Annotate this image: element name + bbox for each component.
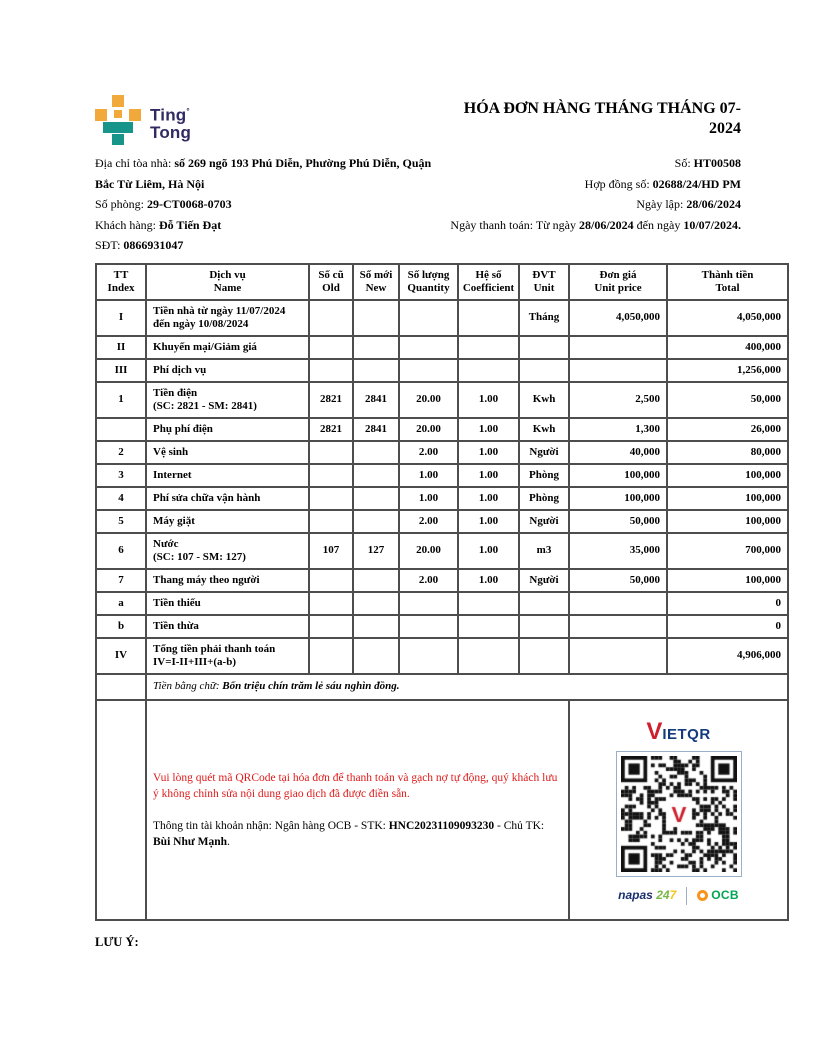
table-cell: 100,000 <box>569 487 667 510</box>
table-cell <box>569 336 667 359</box>
info-row <box>95 215 787 236</box>
invoice-header <box>95 95 787 147</box>
table-cell: 4,050,000 <box>569 300 667 336</box>
table-cell: 1,300 <box>569 418 667 441</box>
amount-in-words-row <box>96 674 788 700</box>
table-cell: Thang máy theo người <box>146 569 309 592</box>
table-cell: 2.00 <box>399 510 458 533</box>
brand-reg-mark: ° <box>186 107 190 116</box>
table-cell <box>519 336 569 359</box>
table-cell <box>569 592 667 615</box>
table-cell: 50,000 <box>569 569 667 592</box>
ocb-logo-icon <box>697 890 708 901</box>
table-cell <box>353 638 399 674</box>
col-header-old: Số cũ Old <box>309 264 353 300</box>
table-cell: 5 <box>96 510 146 533</box>
table-cell <box>519 638 569 674</box>
table-cell: 2.00 <box>399 569 458 592</box>
table-cell <box>309 592 353 615</box>
table-cell: 1.00 <box>458 418 519 441</box>
table-cell <box>353 487 399 510</box>
table-cell <box>353 592 399 615</box>
table-cell <box>353 359 399 382</box>
table-cell: 1.00 <box>458 510 519 533</box>
table-cell: a <box>96 592 146 615</box>
table-cell: 107 <box>309 533 353 569</box>
table-cell: 127 <box>353 533 399 569</box>
table-cell <box>569 638 667 674</box>
table-cell: 2 <box>96 441 146 464</box>
table-cell: 100,000 <box>667 464 788 487</box>
table-cell <box>309 300 353 336</box>
table-cell: Internet <box>146 464 309 487</box>
table-cell: Phụ phí điện <box>146 418 309 441</box>
table-cell: Người <box>519 441 569 464</box>
table-cell: IV <box>96 638 146 674</box>
table-cell: 50,000 <box>667 382 788 418</box>
table-cell <box>353 336 399 359</box>
table-cell: 40,000 <box>569 441 667 464</box>
brand-name-line2: Tong <box>150 122 192 142</box>
table-cell <box>399 615 458 638</box>
table-cell: 26,000 <box>667 418 788 441</box>
invoice-table <box>95 263 789 921</box>
col-header-unit: ĐVT Unit <box>519 264 569 300</box>
table-cell: m3 <box>519 533 569 569</box>
table-cell: 2821 <box>309 382 353 418</box>
table-row <box>96 336 788 359</box>
table-cell: Phí sửa chữa vận hành <box>146 487 309 510</box>
table-cell <box>353 464 399 487</box>
napas-247-logo: napas 247 <box>618 888 677 902</box>
qr-section <box>569 700 788 920</box>
table-cell: Kwh <box>519 382 569 418</box>
table-cell: 50,000 <box>569 510 667 533</box>
table-cell <box>309 569 353 592</box>
table-cell: Nước (SC: 107 - SM: 127) <box>146 533 309 569</box>
table-cell <box>353 441 399 464</box>
issue-date: Ngày lập: 28/06/2024 <box>636 197 741 211</box>
table-cell: 1,256,000 <box>667 359 788 382</box>
table-cell <box>309 464 353 487</box>
table-cell <box>399 359 458 382</box>
table-cell <box>458 592 519 615</box>
contract-number: Hợp đồng số: 02688/24/HD PM <box>584 176 741 191</box>
table-cell: 400,000 <box>667 336 788 359</box>
room-number: Số phòng: 29-CT0068-0703 <box>95 197 232 211</box>
table-row <box>96 569 788 592</box>
table-cell <box>519 592 569 615</box>
account-holder: Bùi Như Mạnh <box>153 835 228 848</box>
table-cell: 2841 <box>353 418 399 441</box>
table-cell: 1.00 <box>458 533 519 569</box>
vietqr-logo: VIETQR <box>646 717 711 745</box>
invoice-table-header <box>96 264 788 300</box>
table-cell: 0 <box>667 592 788 615</box>
page-title <box>464 95 787 139</box>
table-row <box>96 359 788 382</box>
info-row <box>95 153 787 174</box>
table-cell: Máy giặt <box>146 510 309 533</box>
info-row <box>95 235 787 256</box>
tingtong-logo-icon <box>95 95 141 145</box>
table-cell <box>353 615 399 638</box>
table-cell: 1.00 <box>458 487 519 510</box>
table-cell <box>399 300 458 336</box>
page-title-line1: HÓA ĐƠN HÀNG THÁNG THÁNG 07- <box>463 100 741 117</box>
table-cell: 1.00 <box>458 464 519 487</box>
table-cell <box>458 359 519 382</box>
table-cell <box>309 359 353 382</box>
table-cell: 2.00 <box>399 441 458 464</box>
table-cell: Tiền nhà từ ngày 11/07/2024 đến ngày 10/08/2024 <box>146 300 309 336</box>
logo-square-teal-bottom <box>112 134 124 145</box>
table-row <box>96 592 788 615</box>
table-cell: 700,000 <box>667 533 788 569</box>
table-row <box>96 382 788 418</box>
account-number: HNC20231109093230 <box>388 819 495 832</box>
table-cell <box>309 638 353 674</box>
table-cell: 1.00 <box>399 487 458 510</box>
col-header-quantity: Số lượng Quantity <box>399 264 458 300</box>
table-cell <box>458 638 519 674</box>
table-cell <box>458 615 519 638</box>
table-cell <box>309 441 353 464</box>
table-cell: 1 <box>96 382 146 418</box>
table-cell <box>309 487 353 510</box>
footer-note: LƯU Ý: <box>95 934 139 949</box>
table-cell <box>353 510 399 533</box>
empty-cell <box>96 700 146 920</box>
logo-bar-teal <box>103 122 133 133</box>
table-cell: 3 <box>96 464 146 487</box>
col-header-unit-price: Đơn giá Unit price <box>569 264 667 300</box>
table-cell: 2821 <box>309 418 353 441</box>
table-cell <box>353 300 399 336</box>
table-cell: Kwh <box>519 418 569 441</box>
brand-name-line1: Ting <box>150 105 187 125</box>
table-cell: 4,050,000 <box>667 300 788 336</box>
table-cell: b <box>96 615 146 638</box>
table-header-row <box>96 264 788 300</box>
customer-phone: SĐT: 0866931047 <box>95 238 184 252</box>
table-cell <box>519 615 569 638</box>
table-cell: 1.00 <box>458 441 519 464</box>
payment-network-logos <box>576 887 781 905</box>
logo-square-yellow-top <box>112 95 124 107</box>
table-cell: Tiền thừa <box>146 615 309 638</box>
table-cell <box>399 638 458 674</box>
table-cell <box>309 510 353 533</box>
table-row <box>96 638 788 674</box>
table-row <box>96 418 788 441</box>
building-address-line2: Bắc Từ Liêm, Hà Nội <box>95 176 205 191</box>
table-cell: III <box>96 359 146 382</box>
tingtong-logo-text <box>150 95 191 141</box>
table-cell <box>96 418 146 441</box>
logo-square-yellow-left <box>95 109 107 121</box>
table-cell: 4,906,000 <box>667 638 788 674</box>
table-cell: 20.00 <box>399 418 458 441</box>
table-cell: I <box>96 300 146 336</box>
table-cell: Tổng tiền phải thanh toán IV=I-II+III+(a-b) <box>146 638 309 674</box>
invoice-table-body <box>96 300 788 674</box>
payment-row <box>96 700 788 920</box>
table-cell: 2841 <box>353 382 399 418</box>
table-cell: Người <box>519 510 569 533</box>
table-cell: 100,000 <box>667 510 788 533</box>
col-header-name: Dịch vụ Name <box>146 264 309 300</box>
page-title-line2: 2024 <box>709 120 741 137</box>
table-cell <box>353 569 399 592</box>
payment-account-info: Thông tin tài khoản nhận: Ngân hàng OCB - STK: HNC20231109093230 - Chủ TK: Bùi Như Mạnh. <box>153 819 545 848</box>
table-cell: 4 <box>96 487 146 510</box>
table-cell: 35,000 <box>569 533 667 569</box>
payment-period: Ngày thanh toán: Từ ngày 28/06/2024 đến ngày 10/07/2024. <box>450 217 741 232</box>
building-address: Địa chỉ tòa nhà: số 269 ngõ 193 Phú Diễn, Phường Phú Diễn, Quận <box>95 156 432 170</box>
table-cell <box>519 359 569 382</box>
table-cell: Phòng <box>519 464 569 487</box>
table-cell: Tiền điện (SC: 2821 - SM: 2841) <box>146 382 309 418</box>
invoice-content <box>95 95 787 950</box>
qr-code-canvas <box>621 756 737 872</box>
invoice-number: Số: HT00508 <box>674 156 741 170</box>
payment-notice-red: Vui lòng quét mã QRCode tại hóa đơn để thanh toán và gạch nợ tự động, quý khách lưu ý không chỉnh sửa nội dung giao dịch đã được điền sẵn. <box>153 771 558 800</box>
table-cell <box>399 592 458 615</box>
table-cell <box>569 615 667 638</box>
table-row <box>96 300 788 336</box>
logo-square-yellow-right <box>129 109 141 121</box>
table-row <box>96 510 788 533</box>
table-cell: 1.00 <box>399 464 458 487</box>
col-header-index: TT Index <box>96 264 146 300</box>
info-row <box>95 194 787 215</box>
table-cell: 0 <box>667 615 788 638</box>
table-row <box>96 487 788 510</box>
col-header-coefficient: Hệ số Coefficient <box>458 264 519 300</box>
table-cell: 100,000 <box>569 464 667 487</box>
empty-cell <box>96 674 146 700</box>
table-cell: 7 <box>96 569 146 592</box>
table-cell: Tháng <box>519 300 569 336</box>
invoice-info <box>95 153 787 256</box>
logo-square-yellow-center <box>114 110 122 118</box>
table-row <box>96 441 788 464</box>
table-cell: Phòng <box>519 487 569 510</box>
table-cell <box>399 336 458 359</box>
table-cell: 20.00 <box>399 533 458 569</box>
logo-divider <box>686 887 687 905</box>
table-cell: 80,000 <box>667 441 788 464</box>
table-cell <box>458 336 519 359</box>
table-cell: 6 <box>96 533 146 569</box>
table-row <box>96 464 788 487</box>
table-cell: 100,000 <box>667 569 788 592</box>
table-cell: Vệ sinh <box>146 441 309 464</box>
table-cell <box>309 615 353 638</box>
payment-instructions <box>146 700 569 920</box>
info-row <box>95 174 787 195</box>
col-header-new: Số mới New <box>353 264 399 300</box>
table-cell <box>309 336 353 359</box>
table-cell: 1.00 <box>458 382 519 418</box>
table-cell <box>569 359 667 382</box>
table-cell: II <box>96 336 146 359</box>
table-cell: Khuyến mại/Giảm giá <box>146 336 309 359</box>
table-row <box>96 615 788 638</box>
table-cell: 2,500 <box>569 382 667 418</box>
amount-in-words: Tiền bằng chữ: Bốn triệu chín trăm lẻ sáu nghìn đồng. <box>146 674 788 700</box>
table-cell: 100,000 <box>667 487 788 510</box>
customer-name: Khách hàng: Đỗ Tiến Đạt <box>95 217 222 232</box>
table-cell: Phí dịch vụ <box>146 359 309 382</box>
col-header-total: Thành tiền Total <box>667 264 788 300</box>
qr-code-frame <box>616 751 742 877</box>
invoice-table-footer <box>96 674 788 920</box>
table-cell: Tiền thiếu <box>146 592 309 615</box>
table-row <box>96 533 788 569</box>
table-cell: 1.00 <box>458 569 519 592</box>
ocb-bank-logo: OCB <box>697 889 739 902</box>
table-cell <box>458 300 519 336</box>
table-cell: 20.00 <box>399 382 458 418</box>
table-cell: Người <box>519 569 569 592</box>
tingtong-logo <box>95 95 191 145</box>
